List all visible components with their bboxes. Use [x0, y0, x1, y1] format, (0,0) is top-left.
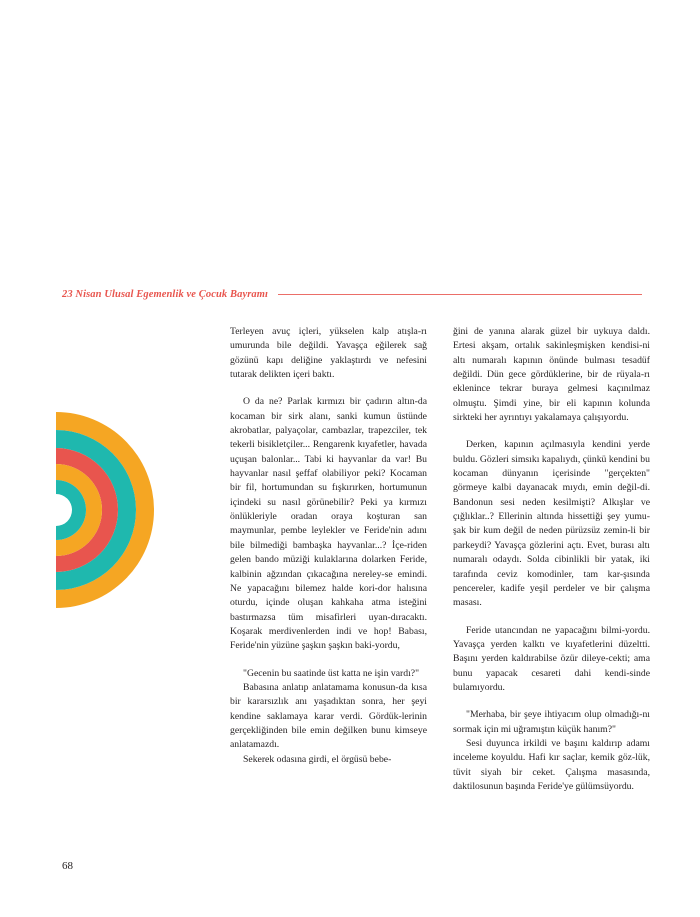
left-column — [230, 325, 427, 794]
running-head-rule — [278, 294, 642, 295]
paragraph: Derken, kapının açılmasıyla kendini yerde buldu. Gözleri simsıkı kapalıydı, çünkü kendini bu kocaman dünyanın içerisinde "gerçekten" görmeye kalbi dayanacak mıydı, emin değil-di. Bandonun sesi neden kesilmişti? Alkışlar ve çığlıklar..? Ellerinin altında hissettiği şey yumu-şak bir kum değil de neden pürüzsüz zemin-li bir parkeydi? Yavaşça gözlerini açtı. Evet, burası altı numaralı odaydı. Solda cibinlikli bir yatak, iki tarafında ceviz komodinler, tam kar-şısında pencereler, kadife yeşil perdeler ve bir çalışma masası. — [453, 439, 650, 609]
paragraph: Feride utancından ne yapacağını bilmi-yordu. Yavaşça yerden kalktı ve kıyafetlerini düzeltti. Başını yerden kaldırabilse özür dileye-cekti; ama bunu yapacak cesareti dahi kendi-sinde bulamıyordu. — [453, 624, 650, 693]
paragraph: O da ne? Parlak kırmızı bir çadırın altın-da kocaman bir sirk alanı, sanki kumun üstünde akrobatlar, palyaçolar, cambazlar, trapezciler, tek tekerli bisikletçiler... Rengarenk kıyafetler, havada uçuşan balonlar... Tabi ki hayvanlar da var! Bu hayvanlar nasıl şeffaf olabiliyor peki? Kocaman bir fil, hortumundan su fışkırırken, hortumunun içindeki su nasıl görünebilir? Peki ya kırmızı önlükleriyle oradan oraya koşturan san maymunlar, pembe leylekler ve Feride'nin adını bile bilmediği bambaşka hayvanlar...? İçe-riden gelen bando müziği kulaklarına dolarken Feride, kalbinin ağzından çıkacağına nereley-se emindi. Ne yapacağını bilemez halde kori-dor halısına oturdu, içinde oluşan kahkaha atma isteğini bastırmazsa tüm misafirleri uyan-dıracaktı. Koşarak merdivenlerden indi ve hop! Babası, Feride'nin yüzüne şaşkın şaşkın baki-yordu, — [230, 396, 427, 652]
paragraph: "Gecenin bu saatinde üst katta ne işin vardı?" — [243, 667, 420, 679]
rainbow-arc-illustration — [56, 410, 211, 610]
paragraph: Sesi duyunca irkildi ve başını kaldırıp adamı inceleme koyuldu. Hafi kır saçlar, kemik göz-lük, tüvit siyah bir ceket. Çalışma masasında, daktilosunun başında Feride'ye gülümsüyordu. — [453, 737, 650, 792]
paragraph: ğini de yanına alarak güzel bir uykuya daldı. Ertesi akşam, ortalık sakinleşmişken kendisi-ni altı numaralı kapının önünde bulması tesadüf değildi. Dün gece gördüklerine, bir de rüyala-rı eklenince tekrar buraya gelmesi kaçınılmaz olmuştu. Şimdi yine, bir eli kapının kolunda sirkteki her ayrıntıyı yakalamaya çalışıyordu. — [453, 326, 650, 424]
body-text-columns — [230, 325, 650, 794]
paragraph: Terleyen avuç içleri, yükselen kalp atışla-rı umurunda bile değildi. Yavaşça eğilerek sağ gözünü kapı deliğine yaklaştırdı ve nefesini tutarak delikten içeri baktı. — [230, 326, 427, 381]
running-head-text: 23 Nisan Ulusal Egemenlik ve Çocuk Bayramı — [62, 288, 269, 300]
paragraph: Sekerek odasına girdi, el örgüsü bebe- — [243, 753, 392, 765]
running-head — [62, 286, 642, 302]
page-number: 68 — [62, 860, 73, 872]
paragraph: Babasına anlatıp anlatamama konusun-da kısa bir kararsızlık anı yaşadıktan sonra, her şeyi kendine saklamaya karar verdi. Gördük-lerinin gerçekliğinden bile emin değilken bunu kimseye anlatamazdı. — [230, 681, 427, 751]
paragraph: "Merhaba, bir şeye ihtiyacım olup olmadığı-nı sormak için mi uğramıştın küçük hanım?" — [453, 709, 650, 735]
right-column — [453, 325, 650, 794]
